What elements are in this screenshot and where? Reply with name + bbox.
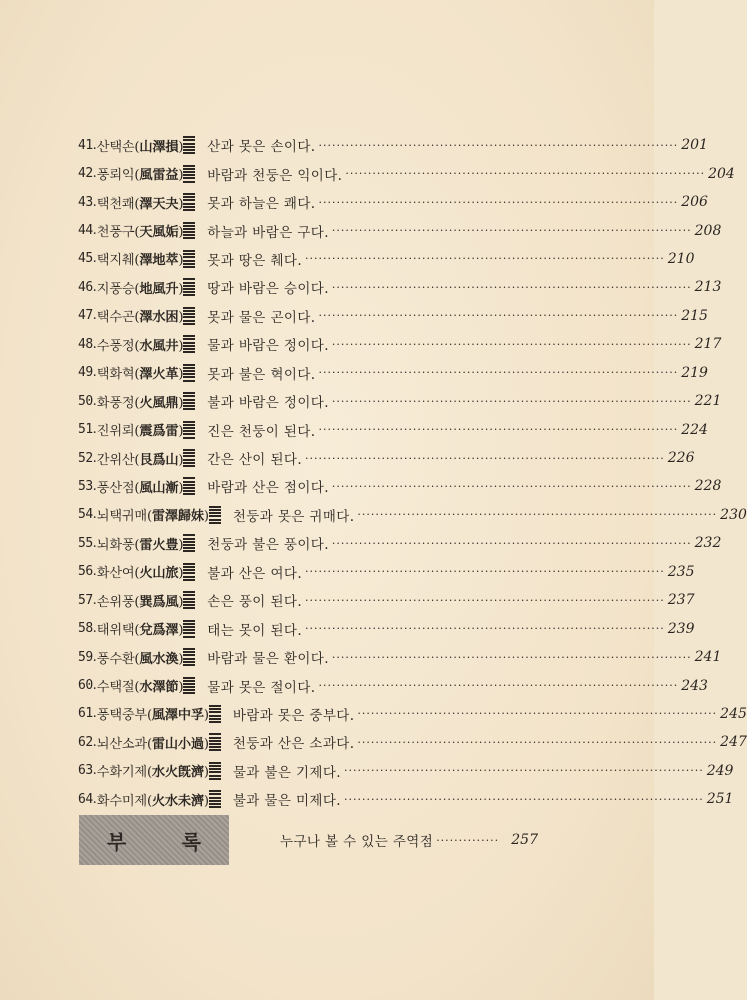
hexagram-name-korean: 천풍구 — [96, 225, 135, 241]
entry-number: 59 — [78, 649, 93, 665]
entry-number: 63 — [78, 763, 93, 779]
entry-page-number: 235 — [667, 563, 695, 580]
hexagram-name: 택화혁(澤火革) — [96, 367, 184, 383]
number-dot: . — [92, 706, 97, 722]
dot-leader: ················································································ — [318, 309, 679, 323]
entry-description: 천둥과 산은 소과다. — [232, 736, 355, 753]
hexagram-name-hanja: 火水未濟 — [151, 793, 204, 809]
entry-page-number: 204 — [708, 165, 735, 182]
entry-page-number: 239 — [667, 620, 695, 637]
hexagram-name-korean: 택지췌 — [96, 253, 135, 269]
hexagram-symbol-icon — [183, 591, 195, 609]
entry-description: 못과 물은 곤이다. — [207, 309, 316, 326]
hexagram-name: 택수곤(澤水困) — [96, 310, 184, 326]
entry-description: 바람과 산은 점이다. — [207, 480, 329, 497]
hexagram-name-korean: 손위풍 — [96, 594, 135, 610]
toc-entry[interactable] — [78, 757, 734, 785]
hexagram-name-korean: 화수미제 — [96, 793, 147, 809]
entry-page-number: 217 — [694, 336, 722, 353]
appendix-page-number: 257 — [511, 832, 538, 848]
toc-entry[interactable] — [78, 558, 695, 586]
hexagram-name-korean: 수택절 — [96, 680, 135, 696]
toc-entry[interactable] — [78, 614, 695, 642]
entry-description: 못과 땅은 췌다. — [207, 252, 303, 269]
hexagram-symbol-icon — [183, 136, 195, 154]
hexagram-name-hanja: 兌爲澤 — [139, 623, 179, 639]
hexagram-symbol-icon — [183, 335, 195, 353]
entry-description: 불과 산은 여다. — [207, 565, 303, 582]
hexagram-name: 풍뢰익(風雷益) — [96, 168, 184, 184]
hexagram-name-korean: 풍산점 — [96, 480, 135, 496]
hexagram-name-hanja: 雷山小過 — [151, 736, 204, 752]
dot-leader: ················································································ — [305, 565, 665, 579]
hexagram-symbol-icon — [209, 733, 221, 751]
toc-entry[interactable] — [78, 529, 722, 557]
entry-description: 손은 풍이 된다. — [207, 594, 303, 611]
hexagram-symbol-icon — [183, 364, 195, 382]
hexagram-symbol-icon — [183, 193, 195, 211]
dot-leader: ················································································ — [305, 622, 665, 636]
hexagram-name-hanja: 火風鼎 — [139, 395, 179, 411]
hexagram-symbol-icon — [183, 250, 195, 268]
hexagram-name-hanja: 雷澤歸妹 — [151, 509, 204, 525]
dot-leader: ················································································ — [305, 451, 665, 465]
hexagram-name-hanja: 水火旣濟 — [151, 765, 204, 781]
entry-number: 48 — [78, 336, 93, 352]
hexagram-name-hanja: 艮爲山 — [139, 452, 179, 468]
number-dot: . — [92, 166, 97, 182]
hexagram-name: 태위택(兌爲澤) — [96, 623, 184, 639]
toc-entry[interactable] — [78, 501, 747, 529]
number-dot: . — [92, 678, 97, 694]
hexagram-name-korean: 풍수환 — [96, 651, 135, 667]
hexagram-name-hanja: 澤地萃 — [139, 253, 179, 269]
toc-entry[interactable] — [78, 643, 722, 671]
hexagram-name-hanja: 水澤節 — [139, 680, 179, 696]
entry-description: 못과 하늘은 쾌다. — [207, 196, 316, 213]
dot-leader: ················································································ — [318, 138, 679, 152]
entry-number: 49 — [78, 365, 93, 381]
hexagram-name: 천풍구(天風姤) — [96, 225, 184, 241]
toc-entry[interactable] — [78, 188, 708, 216]
appendix-label-2: 록 — [181, 829, 201, 854]
entry-description: 태는 못이 된다. — [207, 622, 303, 639]
hexagram-name-korean: 택천쾌 — [96, 196, 135, 212]
entry-number: 41 — [78, 137, 93, 153]
toc-entry[interactable] — [78, 273, 722, 301]
toc-entry[interactable] — [78, 387, 722, 415]
hexagram-name-korean: 태위택 — [96, 623, 135, 639]
entry-number: 57 — [78, 592, 93, 608]
entry-number: 53 — [78, 478, 93, 494]
entry-description: 바람과 천둥은 익이다. — [207, 167, 343, 184]
hexagram-symbol-icon — [183, 421, 195, 439]
entry-description: 불과 바람은 정이다. — [207, 395, 329, 412]
hexagram-name-korean: 수화기제 — [96, 765, 147, 781]
hexagram-symbol-icon — [209, 762, 221, 780]
hexagram-name: 산택손(山澤損) — [96, 139, 184, 155]
toc-entry[interactable] — [78, 159, 735, 187]
hexagram-name: 택천쾌(澤天夬) — [96, 196, 184, 212]
entry-number: 43 — [78, 194, 93, 210]
entry-page-number: 206 — [681, 194, 708, 211]
number-dot: . — [92, 308, 97, 324]
dot-leader: ················································································ — [318, 423, 679, 437]
entry-description: 불과 물은 미제다. — [232, 793, 341, 810]
hexagram-name-hanja: 澤水困 — [139, 310, 179, 326]
hexagram-symbol-icon — [183, 477, 195, 495]
entry-page-number: 215 — [681, 307, 708, 324]
dot-leader: ················································································ — [343, 792, 704, 806]
hexagram-symbol-icon — [183, 449, 195, 467]
hexagram-name-hanja: 澤天夬 — [139, 196, 179, 212]
entry-page-number: 243 — [681, 677, 708, 694]
number-dot: . — [92, 564, 97, 580]
hexagram-name-korean: 산택손 — [96, 139, 135, 155]
hexagram-name-hanja: 雷火豊 — [139, 537, 179, 553]
hexagram-name-korean: 수풍정 — [96, 338, 135, 354]
toc-entry[interactable] — [78, 671, 708, 699]
entry-description: 간은 산이 된다. — [207, 452, 303, 469]
hexagram-symbol-icon — [183, 677, 195, 695]
number-dot: . — [92, 450, 97, 466]
entry-number: 44 — [78, 223, 93, 239]
number-dot: . — [92, 507, 97, 523]
hexagram-name-hanja: 巽爲風 — [139, 594, 179, 610]
entry-page-number: 247 — [720, 734, 747, 751]
entry-number: 60 — [78, 678, 93, 694]
entry-page-number: 210 — [667, 250, 695, 267]
hexagram-name: 지풍승(地風升) — [96, 281, 184, 297]
entry-page-number: 221 — [694, 393, 722, 410]
number-dot: . — [92, 336, 97, 352]
hexagram-name-hanja: 風澤中孚 — [151, 708, 204, 724]
number-dot: . — [92, 592, 97, 608]
entry-description: 진은 천둥이 된다. — [207, 423, 316, 440]
table-of-contents — [78, 131, 747, 814]
toc-entry[interactable] — [78, 700, 747, 728]
entry-description: 물과 바람은 정이다. — [207, 338, 329, 355]
dot-leader: ················································································ — [331, 650, 692, 664]
hexagram-name-korean: 진위뢰 — [96, 424, 135, 440]
toc-entry[interactable] — [78, 444, 695, 472]
hexagram-symbol-icon — [183, 222, 195, 240]
entry-description: 천둥과 못은 귀매다. — [232, 508, 355, 525]
entry-page-number: 245 — [720, 705, 747, 722]
entry-description: 하늘과 바람은 구다. — [207, 224, 329, 241]
number-dot: . — [92, 251, 97, 267]
number-dot: . — [92, 791, 97, 807]
toc-entry[interactable] — [78, 330, 722, 358]
hexagram-symbol-icon — [183, 165, 195, 183]
dot-leader: ················································································ — [331, 280, 692, 294]
hexagram-name: 풍수환(風水渙) — [96, 651, 184, 667]
entry-number: 42 — [78, 166, 93, 182]
hexagram-name-hanja: 天風姤 — [139, 225, 179, 241]
dot-leader: ················································································ — [318, 195, 679, 209]
hexagram-name: 수풍정(水風井) — [96, 338, 184, 354]
toc-entry[interactable] — [78, 302, 708, 330]
hexagram-name-hanja: 水風井 — [139, 338, 179, 354]
hexagram-name: 뇌택귀매(雷澤歸妹) — [96, 509, 209, 525]
hexagram-name: 간위산(艮爲山) — [96, 452, 184, 468]
entry-number: 45 — [78, 251, 93, 267]
appendix-label-box — [79, 815, 229, 865]
number-dot: . — [92, 223, 97, 239]
entry-number: 47 — [78, 308, 93, 324]
hexagram-name-korean: 풍뢰익 — [96, 168, 135, 184]
hexagram-name: 진위뢰(震爲雷) — [96, 424, 184, 440]
entry-number: 54 — [78, 507, 93, 523]
dot-leader: ················································································ — [318, 366, 679, 380]
appendix-desc: 누구나 볼 수 있는 주역점 — [280, 834, 434, 850]
dot-leader: ················································································ — [331, 394, 692, 408]
dot-leader: ················································································ — [357, 508, 718, 522]
hexagram-name-korean: 화풍정 — [96, 395, 135, 411]
hexagram-name: 풍산점(風山漸) — [96, 480, 184, 496]
number-dot: . — [92, 422, 97, 438]
number-dot: . — [92, 734, 97, 750]
dot-leader: ················································································ — [343, 764, 704, 778]
toc-entry[interactable] — [78, 415, 708, 443]
hexagram-name-korean: 택수곤 — [96, 310, 135, 326]
entry-description: 바람과 못은 중부다. — [232, 707, 355, 724]
hexagram-name-hanja: 火山旅 — [139, 566, 179, 582]
entry-description: 물과 불은 기제다. — [232, 764, 341, 781]
entry-number: 50 — [78, 393, 93, 409]
hexagram-name-korean: 화산여 — [96, 566, 135, 582]
hexagram-name-korean: 간위산 — [96, 452, 135, 468]
entry-page-number: 213 — [694, 279, 722, 296]
dot-leader: ················································································ — [345, 167, 706, 181]
appendix-label-1: 부 — [107, 829, 127, 854]
dot-leader: ················································································ — [357, 707, 718, 721]
toc-entry[interactable] — [78, 728, 747, 756]
entry-number: 51 — [78, 422, 93, 438]
number-dot: . — [92, 621, 97, 637]
entry-page-number: 251 — [706, 791, 734, 808]
hexagram-name-korean: 뇌산소과 — [96, 736, 147, 752]
entry-number: 58 — [78, 621, 93, 637]
number-dot: . — [92, 137, 97, 153]
entry-number: 56 — [78, 564, 93, 580]
entry-number: 61 — [78, 706, 93, 722]
hexagram-symbol-icon — [183, 278, 195, 296]
dot-leader: ················································································ — [331, 224, 692, 238]
toc-entry[interactable] — [78, 131, 708, 159]
hexagram-name-hanja: 風山漸 — [139, 480, 179, 496]
number-dot: . — [92, 194, 97, 210]
number-dot: . — [92, 649, 97, 665]
dot-leader: ················································································ — [357, 735, 718, 749]
hexagram-name: 택지췌(澤地萃) — [96, 253, 184, 269]
entry-page-number: 230 — [720, 506, 747, 523]
hexagram-name: 뇌산소과(雷山小過) — [96, 736, 209, 752]
toc-entry[interactable] — [78, 785, 734, 813]
hexagram-name-korean: 풍택중부 — [96, 708, 147, 724]
dot-leader: ················································································ — [331, 479, 692, 493]
entry-page-number: 219 — [681, 364, 708, 381]
hexagram-symbol-icon — [183, 534, 195, 552]
entry-description: 천둥과 불은 풍이다. — [207, 537, 329, 554]
entry-description: 물과 못은 절이다. — [207, 679, 316, 696]
entry-page-number: 208 — [694, 222, 722, 239]
appendix-entry[interactable] — [280, 830, 538, 850]
hexagram-symbol-icon — [183, 307, 195, 325]
entry-page-number: 226 — [667, 450, 695, 467]
entry-description: 산과 못은 손이다. — [207, 139, 316, 156]
hexagram-name-hanja: 山澤損 — [139, 139, 179, 155]
hexagram-name: 뇌화풍(雷火豊) — [96, 537, 184, 553]
hexagram-name-korean: 뇌화풍 — [96, 537, 135, 553]
hexagram-symbol-icon — [209, 790, 221, 808]
entry-page-number: 241 — [694, 649, 722, 666]
hexagram-name-hanja: 地風升 — [139, 281, 179, 297]
entry-page-number: 249 — [706, 762, 734, 779]
hexagram-name: 풍택중부(風澤中孚) — [96, 708, 209, 724]
entry-description: 바람과 물은 환이다. — [207, 651, 329, 668]
toc-entry[interactable] — [78, 216, 722, 244]
toc-entry[interactable] — [78, 245, 695, 273]
entry-number: 64 — [78, 791, 93, 807]
hexagram-name-hanja: 澤火革 — [139, 367, 179, 383]
dot-leader: ················································································ — [318, 679, 679, 693]
hexagram-name: 수화기제(水火旣濟) — [96, 765, 209, 781]
entry-number: 52 — [78, 450, 93, 466]
number-dot: . — [92, 478, 97, 494]
hexagram-name-korean: 택화혁 — [96, 367, 135, 383]
dot-leader: ·············· — [436, 833, 500, 847]
dot-leader: ················································································ — [331, 337, 692, 351]
hexagram-name-korean: 지풍승 — [96, 281, 135, 297]
hexagram-name-korean: 뇌택귀매 — [96, 509, 147, 525]
number-dot: . — [92, 763, 97, 779]
entry-number: 62 — [78, 734, 93, 750]
number-dot: . — [92, 393, 97, 409]
dot-leader: ················································································ — [331, 536, 692, 550]
entry-number: 55 — [78, 535, 93, 551]
hexagram-name-hanja: 風雷益 — [139, 168, 179, 184]
number-dot: . — [92, 279, 97, 295]
entry-description: 땅과 바람은 승이다. — [207, 281, 329, 298]
hexagram-symbol-icon — [209, 705, 221, 723]
entry-page-number: 201 — [681, 137, 708, 154]
entry-number: 46 — [78, 279, 93, 295]
hexagram-name: 화풍정(火風鼎) — [96, 395, 184, 411]
hexagram-symbol-icon — [209, 506, 221, 524]
hexagram-name: 수택절(水澤節) — [96, 680, 184, 696]
entry-page-number: 232 — [694, 535, 722, 552]
hexagram-name: 화수미제(火水未濟) — [96, 793, 209, 809]
number-dot: . — [92, 535, 97, 551]
hexagram-symbol-icon — [183, 620, 195, 638]
entry-description: 못과 불은 혁이다. — [207, 366, 316, 383]
hexagram-name: 손위풍(巽爲風) — [96, 594, 184, 610]
hexagram-name: 화산여(火山旅) — [96, 566, 184, 582]
toc-entry[interactable] — [78, 472, 722, 500]
entry-page-number: 224 — [681, 421, 708, 438]
toc-entry[interactable] — [78, 359, 708, 387]
number-dot: . — [92, 365, 97, 381]
hexagram-symbol-icon — [183, 648, 195, 666]
hexagram-name-hanja: 風水渙 — [139, 651, 179, 667]
hexagram-name-hanja: 震爲雷 — [139, 424, 179, 440]
toc-entry[interactable] — [78, 586, 695, 614]
dot-leader: ················································································ — [305, 252, 665, 266]
entry-page-number: 228 — [694, 478, 722, 495]
dot-leader: ················································································ — [305, 593, 665, 607]
hexagram-symbol-icon — [183, 563, 195, 581]
hexagram-symbol-icon — [183, 392, 195, 410]
entry-page-number: 237 — [667, 592, 695, 609]
